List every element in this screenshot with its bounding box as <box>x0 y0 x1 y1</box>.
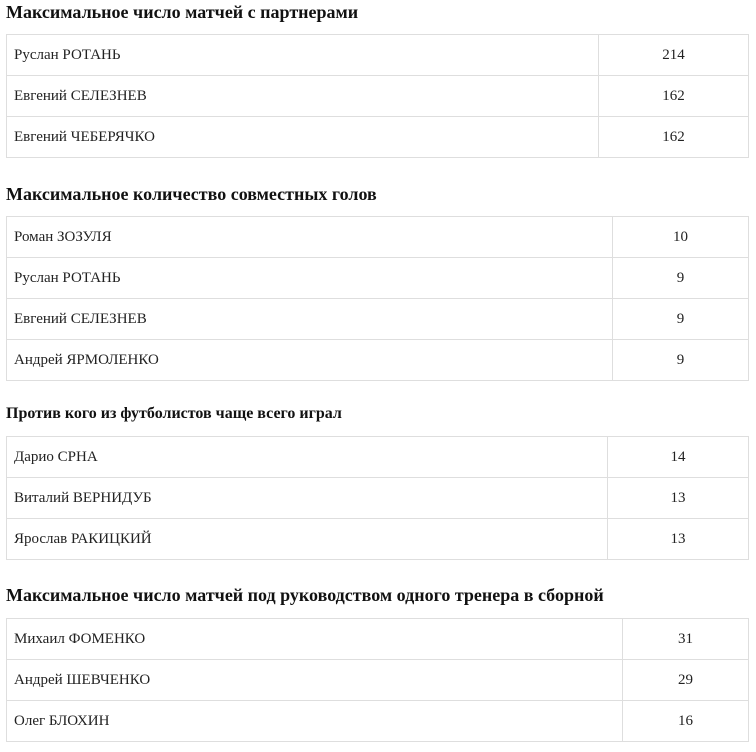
table-row <box>7 117 749 158</box>
stat-value: 162 <box>599 117 749 158</box>
table-row <box>7 619 749 660</box>
player-name: Евгений ЧЕБЕРЯЧКО <box>7 117 599 158</box>
table-joint-goals <box>6 216 749 381</box>
table-row <box>7 340 749 381</box>
table-row <box>7 299 749 340</box>
stat-value: 14 <box>608 437 749 478</box>
stat-value: 214 <box>599 35 749 76</box>
stat-value: 13 <box>608 478 749 519</box>
table-played-against <box>6 436 749 560</box>
section-title-joint-goals: Максимальное количество совместных голов <box>6 184 377 204</box>
stat-value: 9 <box>613 340 749 381</box>
table-row <box>7 519 749 560</box>
section-title-matches-under-coach: Максимальное число матчей под руководством одного тренера в сборной <box>6 585 604 605</box>
table-row <box>7 478 749 519</box>
stat-value: 13 <box>608 519 749 560</box>
stat-value: 10 <box>613 217 749 258</box>
player-name: Виталий ВЕРНИДУБ <box>7 478 608 519</box>
coach-name: Андрей ШЕВЧЕНКО <box>7 660 623 701</box>
section-title-played-against: Против кого из футболистов чаще всего играл <box>6 405 342 422</box>
table-row <box>7 660 749 701</box>
section-title-matches-with-partners: Максимальное число матчей с партнерами <box>6 2 359 22</box>
player-name: Руслан РОТАНЬ <box>7 258 613 299</box>
stat-value: 9 <box>613 258 749 299</box>
table-row <box>7 217 749 258</box>
table-row <box>7 258 749 299</box>
stat-value: 162 <box>599 76 749 117</box>
table-row <box>7 437 749 478</box>
player-name: Евгений СЕЛЕЗНЕВ <box>7 299 613 340</box>
player-name: Ярослав РАКИЦКИЙ <box>7 519 608 560</box>
player-name: Руслан РОТАНЬ <box>7 35 599 76</box>
player-name: Дарио СРНА <box>7 437 608 478</box>
table-row <box>7 35 749 76</box>
stat-value: 9 <box>613 299 749 340</box>
player-name: Андрей ЯРМОЛЕНКО <box>7 340 613 381</box>
stat-value: 29 <box>623 660 749 701</box>
stat-value: 31 <box>623 619 749 660</box>
coach-name: Олег БЛОХИН <box>7 701 623 742</box>
player-name: Роман ЗОЗУЛЯ <box>7 217 613 258</box>
table-row <box>7 701 749 742</box>
table-matches-with-partners <box>6 34 749 158</box>
stat-value: 16 <box>623 701 749 742</box>
table-row <box>7 76 749 117</box>
coach-name: Михаил ФОМЕНКО <box>7 619 623 660</box>
table-matches-under-coach <box>6 618 749 742</box>
player-name: Евгений СЕЛЕЗНЕВ <box>7 76 599 117</box>
